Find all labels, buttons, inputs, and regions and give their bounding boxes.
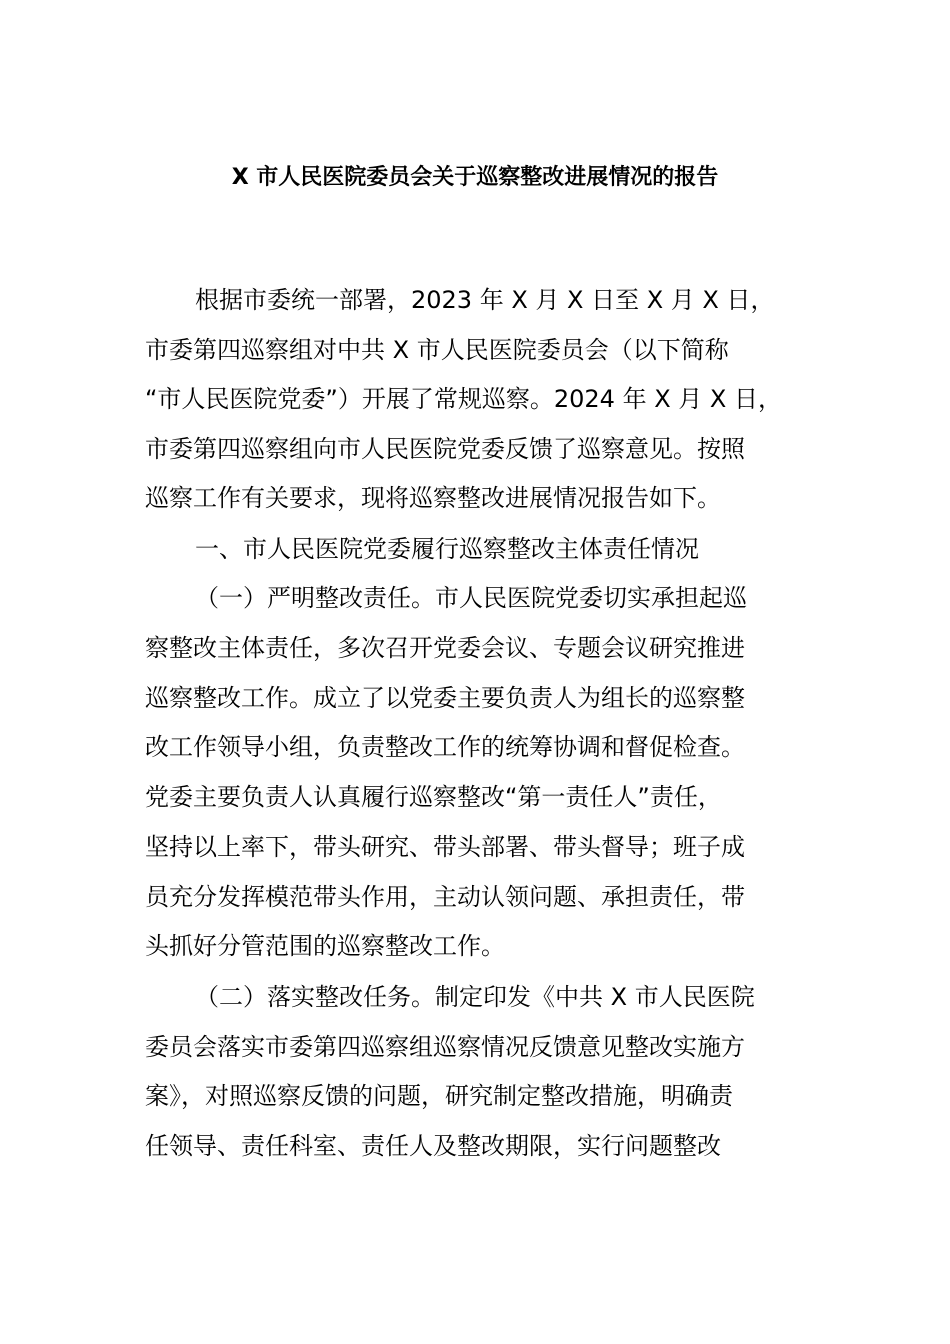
paragraph-3-line-3: 案》，对照巡察反馈的问题，研究制定整改措施，明确责 [145,1082,733,1110]
paragraph-1-line-4: 市委第四巡察组向市人民医院党委反馈了巡察意见。按照 [145,435,745,463]
paragraph-2-line-2: 察整改主体责任，多次召开党委会议、专题会议研究推进 [145,634,745,662]
paragraph-1-line-1: 根据市委统一部署，2023 年 X 月 X 日至 X 月 X 日， [195,286,775,314]
paragraph-3-line-1: （二）落实整改任务。制定印发《中共 X 市人民医院 [195,983,755,1011]
paragraph-2-line-3: 巡察整改工作。成立了以党委主要负责人为组长的巡察整 [145,684,745,712]
paragraph-1-line-2: 市委第四巡察组对中共 X 市人民医院委员会（以下简称 [145,336,729,364]
paragraph-2-line-7: 员充分发挥模范带头作用，主动认领问题、承担责任，带 [145,883,745,911]
paragraph-2-line-5: 党委主要负责人认真履行巡察整改“第一责任人”责任， [145,783,722,811]
paragraph-1-line-5: 巡察工作有关要求，现将巡察整改进展情况报告如下。 [145,484,721,512]
paragraph-2-line-4: 改工作领导小组，负责整改工作的统筹协调和督促检查。 [145,733,745,761]
paragraph-2-line-6: 坚持以上率下，带头研究、带头部署、带头督导；班子成 [145,833,745,861]
paragraph-3-line-2: 委员会落实市委第四巡察组巡察情况反馈意见整改实施方 [145,1033,745,1061]
paragraph-1-line-3: “市人民医院党委”）开展了常规巡察。2024 年 X 月 X 日， [145,385,782,413]
paragraph-2-line-1: （一）严明整改责任。市人民医院党委切实承担起巡 [195,584,747,612]
document-title: X 市人民医院委员会关于巡察整改进展情况的报告 [231,165,719,190]
paragraph-3-line-4: 任领导、责任科室、责任人及整改期限，实行问题整改 [145,1132,721,1160]
paragraph-2-line-8: 头抓好分管范围的巡察整改工作。 [145,932,505,960]
section-heading-1: 一、市人民医院党委履行巡察整改主体责任情况 [195,535,699,563]
